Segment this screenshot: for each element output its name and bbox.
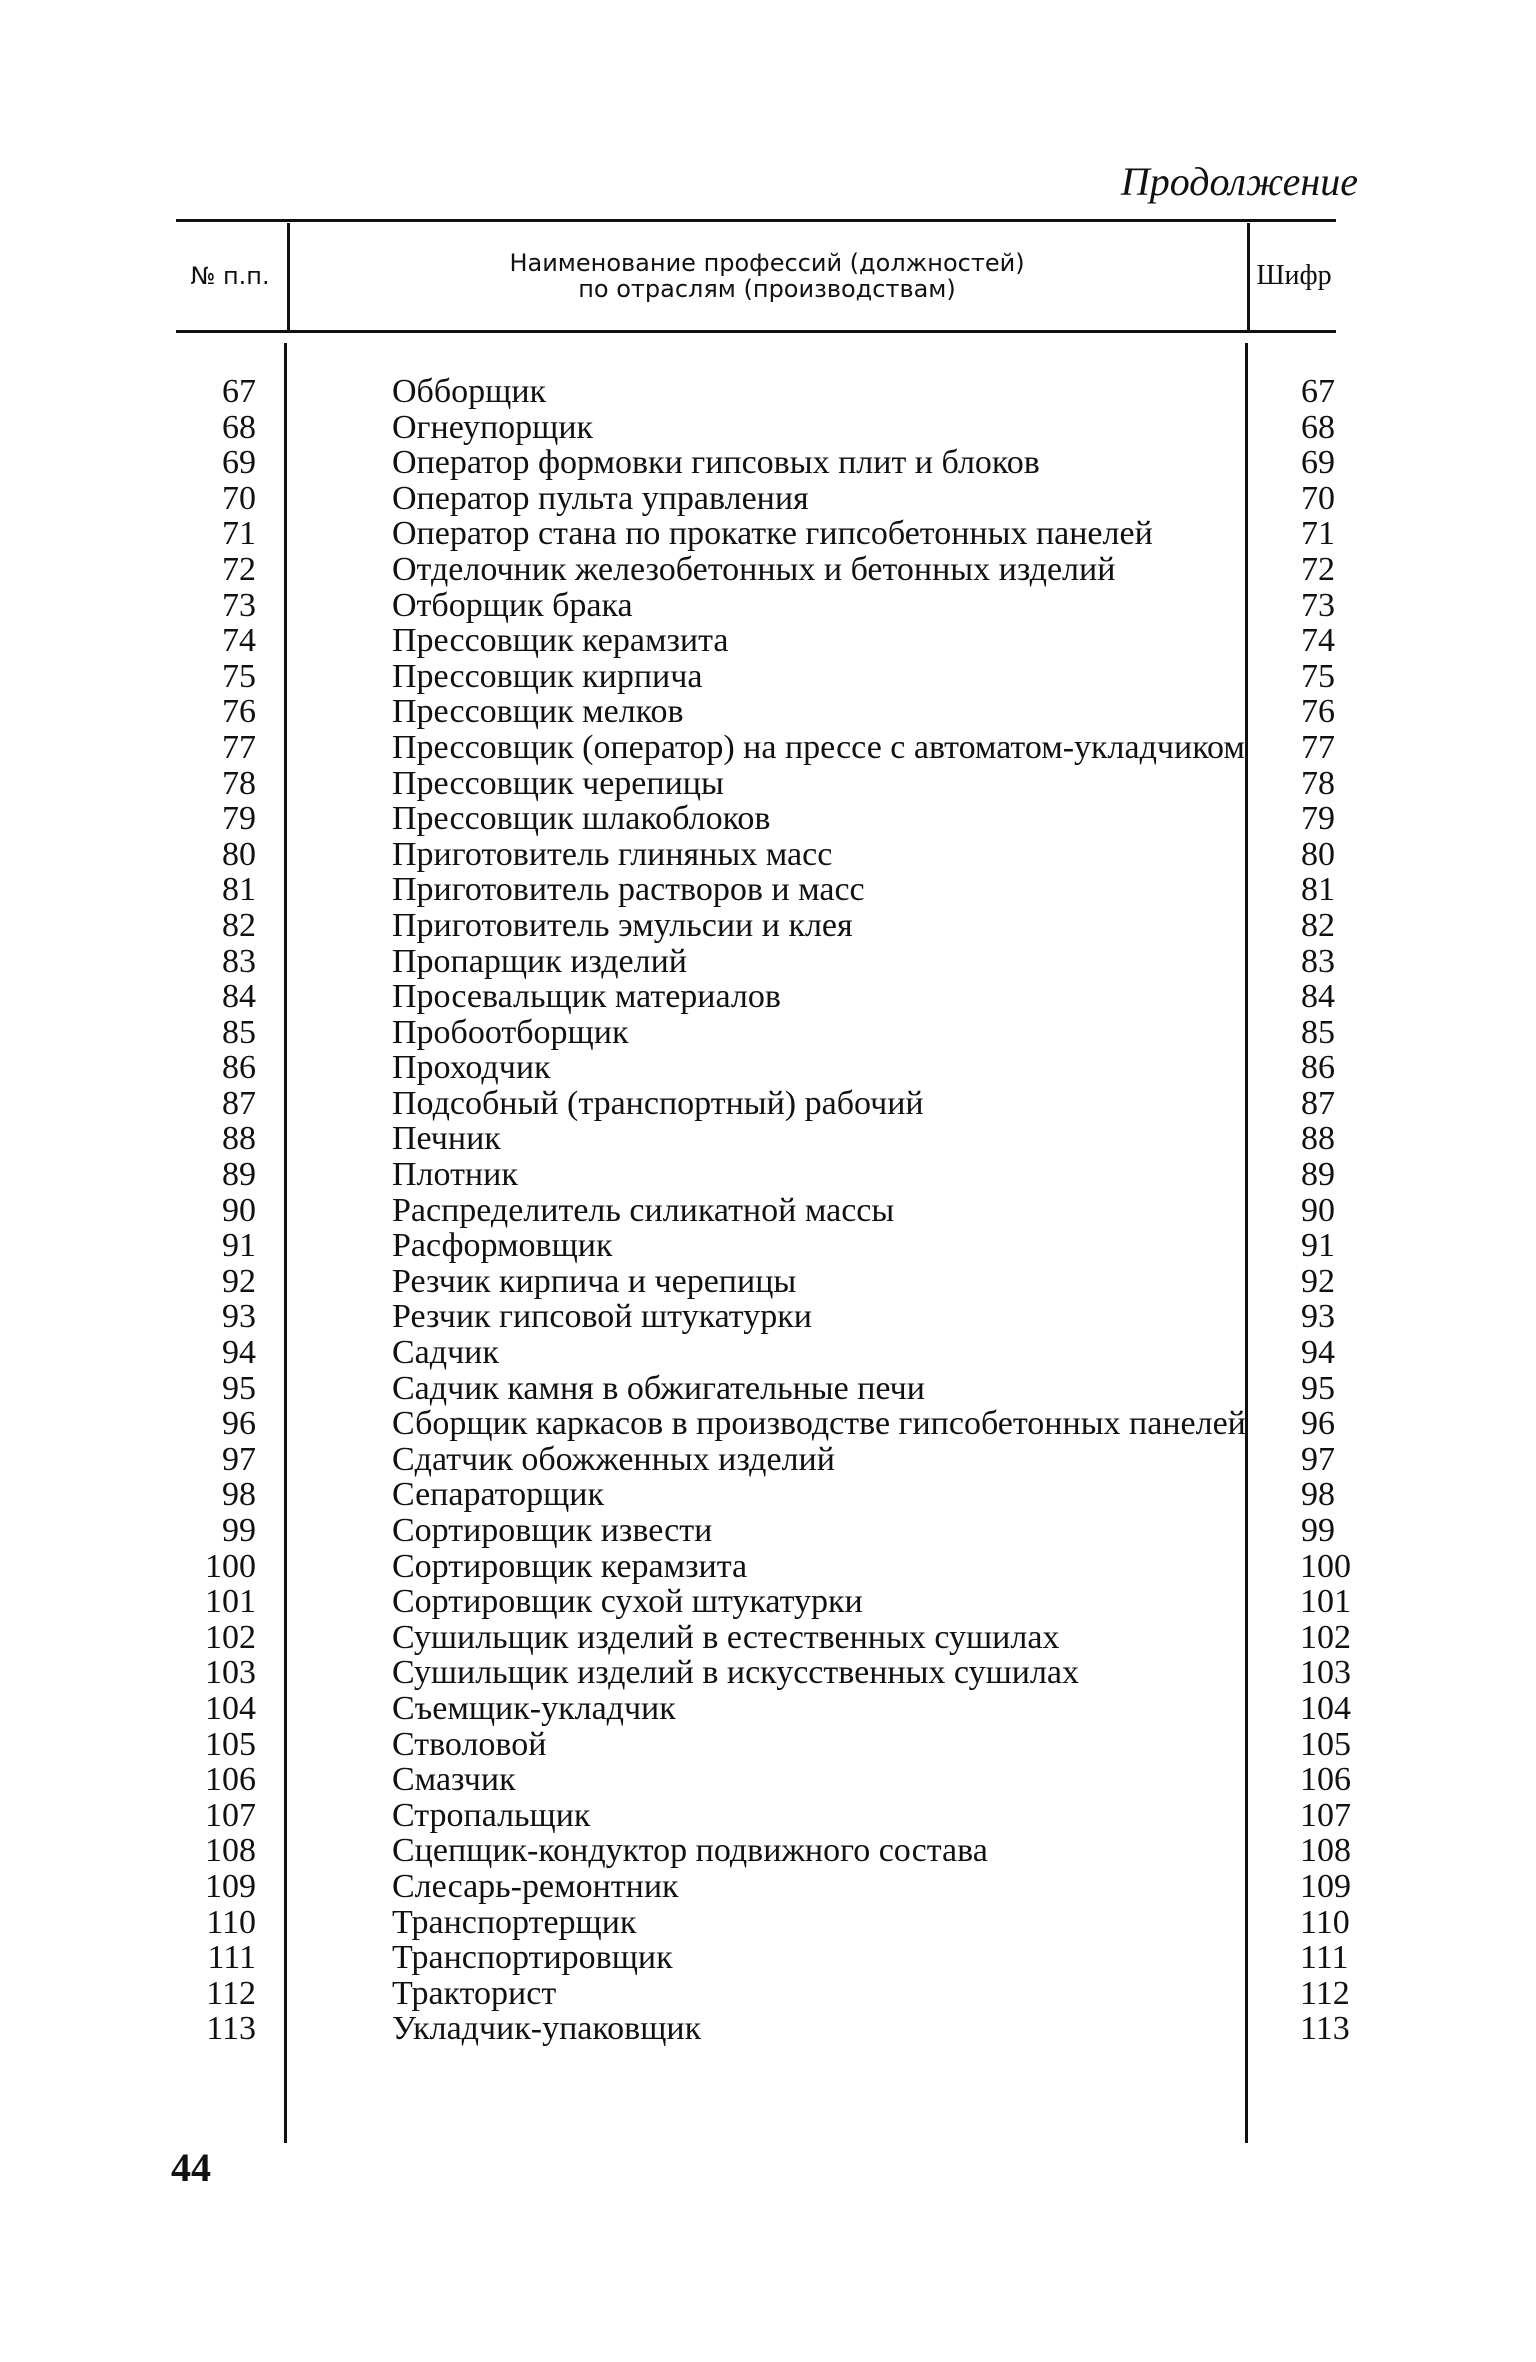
profession-name: Приготовитель глиняных масс xyxy=(392,835,833,873)
table-row xyxy=(176,588,1336,624)
profession-name: Садчик камня в обжигательные печи xyxy=(392,1369,925,1407)
profession-name: Сушильщик изделий в естественных сушилах xyxy=(392,1618,1060,1656)
table-row xyxy=(176,1477,1336,1513)
row-number: 85 xyxy=(222,1013,256,1051)
profession-code: 105 xyxy=(1300,1725,1351,1763)
profession-name: Приготовитель эмульсии и клея xyxy=(392,906,853,944)
row-number: 86 xyxy=(222,1049,256,1087)
row-number: 89 xyxy=(222,1156,256,1194)
profession-name: Стволовой xyxy=(392,1725,547,1763)
profession-name: Прессовщик кирпича xyxy=(392,657,703,695)
row-number: 99 xyxy=(222,1512,256,1549)
profession-code: 78 xyxy=(1301,764,1335,802)
row-number: 103 xyxy=(205,1654,256,1692)
profession-name: Огнеупорщик xyxy=(392,408,594,446)
profession-name: Оператор пульта управления xyxy=(392,479,809,517)
profession-code: 110 xyxy=(1300,1903,1350,1941)
row-number: 76 xyxy=(222,693,256,731)
table-row xyxy=(176,730,1336,766)
profession-code: 91 xyxy=(1301,1227,1335,1265)
profession-code: 86 xyxy=(1301,1049,1335,1087)
row-number: 69 xyxy=(222,444,256,482)
table-row xyxy=(176,659,1336,695)
table-row xyxy=(176,1442,1336,1478)
table-row xyxy=(176,1335,1336,1371)
profession-name: Стропальщик xyxy=(392,1796,591,1834)
profession-code: 99 xyxy=(1301,1512,1335,1549)
profession-code: 67 xyxy=(1301,373,1335,410)
row-number: 101 xyxy=(205,1583,256,1621)
column-header-code: Шифр xyxy=(1256,260,1332,291)
profession-name: Резчик гипсовой штукатурки xyxy=(392,1298,812,1336)
table-row xyxy=(176,1299,1336,1335)
profession-name: Проходчик xyxy=(392,1049,551,1087)
table-row xyxy=(176,1406,1336,1442)
header-divider-left xyxy=(287,223,290,330)
profession-code: 88 xyxy=(1301,1120,1335,1158)
profession-name: Просевальщик материалов xyxy=(392,978,781,1016)
profession-name: Обборщик xyxy=(392,373,547,410)
row-number: 91 xyxy=(222,1227,256,1265)
row-number: 79 xyxy=(222,800,256,838)
profession-name: Сушильщик изделий в искусственных сушилах xyxy=(392,1654,1080,1692)
row-number: 97 xyxy=(222,1440,256,1478)
profession-code: 109 xyxy=(1300,1867,1351,1905)
table-row xyxy=(176,1939,1349,1977)
profession-name: Оператор формовки гипсовых плит и блоков xyxy=(392,444,1040,482)
profession-table-body xyxy=(176,373,1351,2048)
row-number: 72 xyxy=(222,550,256,588)
profession-code: 84 xyxy=(1301,978,1335,1016)
profession-name: Расформовщик xyxy=(392,1227,613,1265)
column-header-name xyxy=(292,222,1242,330)
table-row xyxy=(176,1761,1351,1799)
table-row xyxy=(176,801,1336,837)
profession-code: 82 xyxy=(1301,906,1335,944)
row-number: 82 xyxy=(222,906,256,944)
profession-name: Транспортировщик xyxy=(392,1939,673,1977)
table-row xyxy=(176,1583,1351,1621)
row-number: 75 xyxy=(222,657,256,695)
table-row xyxy=(176,1050,1336,1086)
table-row xyxy=(176,1547,1351,1585)
profession-name: Плотник xyxy=(392,1156,518,1194)
profession-name: Прессовщик черепицы xyxy=(392,764,724,802)
profession-name: Оператор стана по прокатке гипсобетонных панелей xyxy=(392,515,1153,553)
table-row xyxy=(176,1689,1351,1727)
table-row xyxy=(176,481,1336,517)
profession-name: Пропарщик изделий xyxy=(392,942,687,980)
profession-name: Садчик xyxy=(392,1334,499,1372)
table-row xyxy=(176,1832,1351,1870)
profession-name: Сепараторщик xyxy=(392,1476,604,1514)
profession-code: 68 xyxy=(1301,408,1335,446)
profession-code: 97 xyxy=(1301,1440,1335,1478)
row-number: 107 xyxy=(205,1796,256,1834)
profession-code: 92 xyxy=(1301,1262,1335,1300)
row-number: 88 xyxy=(222,1120,256,1158)
table-row xyxy=(176,1513,1336,1549)
row-number: 77 xyxy=(222,728,256,766)
row-number: 108 xyxy=(205,1832,256,1870)
table-row xyxy=(176,1371,1336,1407)
profession-name: Съемщик-укладчик xyxy=(392,1689,676,1727)
profession-name: Укладчик-упаковщик xyxy=(392,2010,702,2048)
profession-code: 89 xyxy=(1301,1156,1335,1194)
row-number: 96 xyxy=(222,1405,256,1443)
row-number: 74 xyxy=(222,622,256,660)
profession-name: Слесарь-ремонтник xyxy=(392,1867,679,1905)
profession-code: 74 xyxy=(1301,622,1335,660)
profession-name: Подсобный (транспортный) рабочий xyxy=(392,1084,924,1122)
row-number: 102 xyxy=(205,1618,256,1656)
column-header-number: № п.п. xyxy=(190,262,270,290)
profession-code: 102 xyxy=(1300,1618,1351,1656)
continuation-label: Продолжение xyxy=(1120,159,1358,204)
profession-name: Сортировщик сухой штукатурки xyxy=(392,1583,863,1621)
profession-code: 98 xyxy=(1301,1476,1335,1514)
profession-code: 81 xyxy=(1301,871,1335,909)
page-number: 44 xyxy=(171,2145,211,2190)
profession-name: Приготовитель растворов и масс xyxy=(392,871,865,909)
profession-code: 104 xyxy=(1300,1689,1351,1727)
table-row xyxy=(176,1903,1350,1941)
profession-name: Прессовщик шлакоблоков xyxy=(392,800,771,838)
column-header-name-line2: по отраслям (производствам) xyxy=(578,275,956,303)
table-row xyxy=(176,552,1336,588)
row-number: 93 xyxy=(222,1298,256,1336)
profession-code: 94 xyxy=(1301,1334,1335,1372)
profession-code: 107 xyxy=(1300,1796,1351,1834)
profession-code: 79 xyxy=(1301,800,1335,838)
table-row xyxy=(176,2010,1350,2048)
row-number: 100 xyxy=(205,1547,256,1585)
profession-code: 73 xyxy=(1301,586,1335,624)
profession-code: 85 xyxy=(1301,1013,1335,1051)
row-number: 104 xyxy=(205,1689,256,1727)
profession-code: 77 xyxy=(1301,728,1335,766)
table-row xyxy=(176,410,1336,446)
profession-code: 80 xyxy=(1301,835,1335,873)
row-number: 70 xyxy=(222,479,256,517)
profession-code: 90 xyxy=(1301,1191,1335,1229)
table-row xyxy=(176,1796,1351,1834)
profession-name: Пробоотборщик xyxy=(392,1013,629,1051)
profession-code: 75 xyxy=(1301,657,1335,695)
table-row xyxy=(176,623,1336,659)
profession-code: 113 xyxy=(1300,2010,1350,2048)
profession-name: Отделочник железобетонных и бетонных изделий xyxy=(392,550,1116,588)
row-number: 109 xyxy=(205,1867,256,1905)
profession-code: 70 xyxy=(1301,479,1335,517)
row-number: 95 xyxy=(222,1369,256,1407)
row-number: 110 xyxy=(206,1903,256,1941)
row-number: 98 xyxy=(222,1476,256,1514)
table-row xyxy=(176,1867,1351,1905)
row-number: 111 xyxy=(207,1939,256,1977)
profession-code: 72 xyxy=(1301,550,1335,588)
header-bottom-rule xyxy=(176,330,1336,333)
row-number: 106 xyxy=(205,1761,256,1799)
profession-name: Прессовщик керамзита xyxy=(392,622,729,660)
profession-name: Сортировщик керамзита xyxy=(392,1547,748,1585)
table-row xyxy=(176,908,1336,944)
row-number: 68 xyxy=(222,408,256,446)
table-row xyxy=(176,694,1336,730)
profession-name: Прессовщик мелков xyxy=(392,693,684,731)
profession-code: 103 xyxy=(1300,1654,1351,1692)
profession-code: 76 xyxy=(1301,693,1335,731)
table-row xyxy=(176,979,1336,1015)
table-row xyxy=(176,1086,1336,1122)
table-row xyxy=(176,1193,1336,1229)
row-number: 84 xyxy=(222,978,256,1016)
table-row xyxy=(176,1618,1351,1656)
profession-name: Сортировщик извести xyxy=(392,1512,713,1549)
table-row xyxy=(176,1654,1351,1692)
profession-name: Прессовщик (оператор) на прессе с автоматом-укладчиком xyxy=(392,728,1245,766)
column-header-name-line1: Наименование профессий (должностей) xyxy=(509,249,1025,277)
profession-name: Сборщик каркасов в производстве гипсобетонных панелей xyxy=(392,1405,1246,1443)
profession-code: 83 xyxy=(1301,942,1335,980)
table-row xyxy=(176,1015,1336,1051)
profession-name: Смазчик xyxy=(392,1761,516,1799)
profession-name: Распределитель силикатной массы xyxy=(392,1191,895,1229)
row-number: 80 xyxy=(222,835,256,873)
profession-name: Сцепщик-кондуктор подвижного состава xyxy=(392,1832,988,1870)
table-row xyxy=(176,1228,1336,1264)
profession-code: 106 xyxy=(1300,1761,1351,1799)
profession-code: 96 xyxy=(1301,1405,1335,1443)
row-number: 81 xyxy=(222,871,256,909)
table-row xyxy=(176,1121,1336,1157)
profession-code: 71 xyxy=(1301,515,1335,553)
row-number: 73 xyxy=(222,586,256,624)
row-number: 94 xyxy=(222,1334,256,1372)
profession-code: 87 xyxy=(1301,1084,1335,1122)
row-number: 112 xyxy=(206,1974,256,2012)
profession-name: Резчик кирпича и черепицы xyxy=(392,1262,797,1300)
profession-code: 69 xyxy=(1301,444,1335,482)
profession-name: Сдатчик обожженных изделий xyxy=(392,1440,835,1478)
profession-code: 95 xyxy=(1301,1369,1335,1407)
row-number: 83 xyxy=(222,942,256,980)
table-row xyxy=(176,374,1336,410)
row-number: 78 xyxy=(222,764,256,802)
profession-name: Транспортерщик xyxy=(392,1903,637,1941)
table-row xyxy=(176,445,1336,481)
profession-code: 101 xyxy=(1300,1583,1351,1621)
table-row xyxy=(176,1974,1350,2012)
row-number: 113 xyxy=(206,2010,256,2048)
row-number: 71 xyxy=(222,515,256,553)
table-row xyxy=(176,1264,1336,1300)
table-row xyxy=(176,1157,1336,1193)
row-number: 92 xyxy=(222,1262,256,1300)
row-number: 67 xyxy=(222,373,256,410)
profession-code: 108 xyxy=(1300,1832,1351,1870)
row-number: 105 xyxy=(205,1725,256,1763)
table-row xyxy=(176,1725,1351,1763)
profession-code: 93 xyxy=(1301,1298,1335,1336)
table-row xyxy=(176,872,1336,908)
profession-name: Печник xyxy=(392,1120,501,1158)
profession-name: Отборщик брака xyxy=(392,586,633,624)
profession-code: 111 xyxy=(1300,1939,1349,1977)
row-number: 90 xyxy=(222,1191,256,1229)
profession-name: Тракторист xyxy=(392,1974,557,2012)
header-divider-right xyxy=(1247,223,1250,330)
table-row xyxy=(176,837,1336,873)
table-row xyxy=(176,516,1336,552)
table-row xyxy=(176,766,1336,802)
profession-code: 100 xyxy=(1300,1547,1351,1585)
row-number: 87 xyxy=(222,1084,256,1122)
table-row xyxy=(176,944,1336,980)
profession-code: 112 xyxy=(1300,1974,1350,2012)
